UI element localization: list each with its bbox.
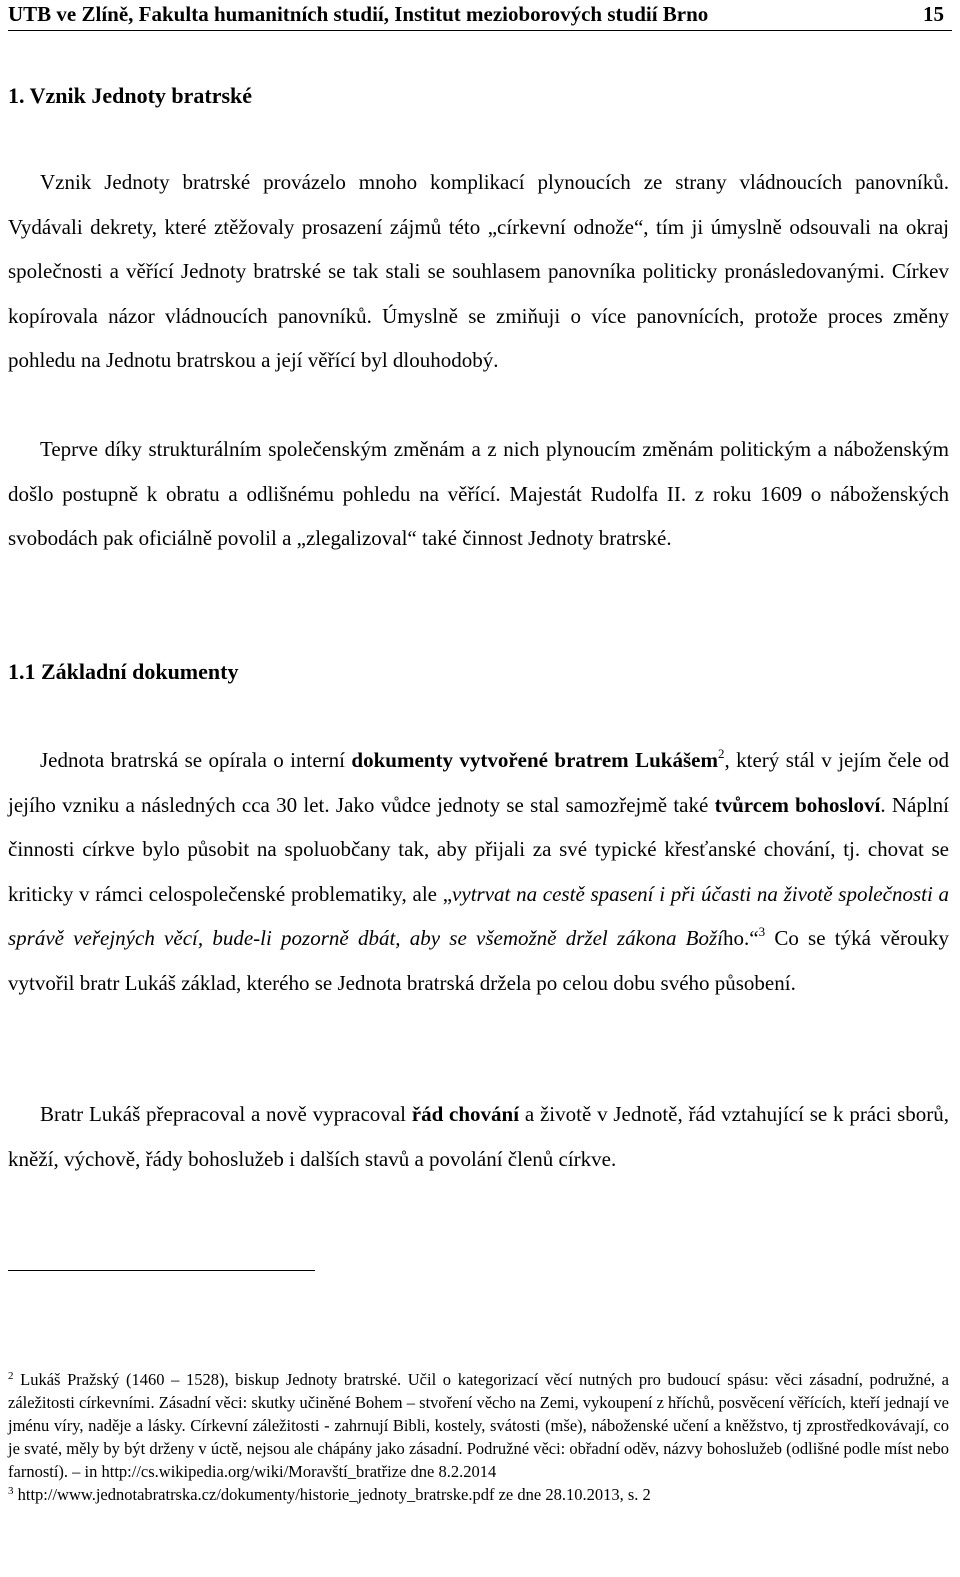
paragraph-4-text-a: Bratr Lukáš přepracoval a nově vypracoval (40, 1102, 412, 1126)
chapter-heading: 1. Vznik Jednoty bratrské (8, 83, 253, 108)
paragraph-3-text-e: Co se týká věrouky vytvořil bratr Lukáš základ, kterého se Jednota bratrská držela po celou dobu svého působení. (8, 926, 949, 995)
footnote-ref-3: 3 (758, 924, 766, 940)
italic-quote: vytrvat na cestě spasení i při účasti na životě společnosti a správě veřejných věcí, bude-li pozorně dbát, aby se všemožně držel zákona Boží (8, 881, 950, 951)
footnote-separator (8, 1270, 315, 1271)
footnote-3 (8, 1483, 949, 1506)
paragraph-3-text-b: , který stál v jejím čele od jejího vzniku a následných cca 30 let. Jako vůdce jednoty se stal samozřejmě také (8, 748, 949, 817)
footnote-2-text: Lukáš Pražský (1460 – 1528), biskup Jednoty bratrské. Učil o kategorizací věcí nutných pro budoucí spásu: věci zásadní, podružné, a záležitosti církevními. Zásadní věci: skutky učiněné Bohem – stvoření věcho na Zemi, vykoupení z hříchů, posvěcení věřících, kteří jednají ve jménu víry, naděje a lásky. Církevní záležitosti - zahrnují Bibli, kostely, svátosti (mše), náboženské učení a kněžstvo, tj zprostředkovávají, co je svaté, měly by být drženy v úctě, nejsou ale chápány jako zásadní. Podružné věci: obřadní oděv, názvy bohoslužeb (odlišné podle míst nebo farností). – in http://cs.wikipedia.org/wiki/Moravští_bratřize dne 8.2.2014 (8, 1370, 949, 1481)
footnotes (8, 1368, 949, 1506)
footnote-3-number: 3 (8, 1485, 14, 1497)
paragraph-2 (8, 427, 949, 561)
paragraph-1-text: Vznik Jednoty bratrské provázelo mnoho komplikací plynoucích ze strany vládnoucích panovníků. Vydávali dekrety, které ztěžovaly prosazení zájmů této „církevní odnože“, tím ji úmyslně odsouvali na okraj společnosti a věřící Jednoty bratrské se tak stali se souhlasem panovníka politicky pronásledovanými. Církev kopírovala názor vládnoucích panovníků. Úmyslně se zmiňuji o více panovnících, protože proces změny pohledu na Jednotu bratrskou a její věřící byl dlouhodobý. (8, 170, 949, 373)
paragraph-3-text-a: Jednota bratrská se opírala o interní (40, 748, 352, 772)
page-number: 15 (923, 2, 944, 26)
paragraph-1 (8, 160, 949, 383)
section-heading: 1.1 Základní dokumenty (8, 659, 239, 684)
bold-theology-phrase: tvůrcem bohosloví (714, 792, 881, 817)
paragraph-2-text: Teprve díky strukturálním společenským změnám a z nich plynoucím změnám politickým a náboženským došlo postupně k obratu a odlišnému pohledu na věřící. Majestát Rudolfa II. z roku 1609 o náboženských svobodách pak oficiálně povolil a „zlegalizoval“ také činnost Jednoty bratrské. (8, 437, 949, 551)
footnote-3-text: http://www.jednotabratrska.cz/dokumenty/historie_jednoty_bratrske.pdf ze dne 28.10.2013, s. 2 (13, 1485, 651, 1504)
paragraph-4-text-b: a životě v Jednotě, řád vztahující se k práci sborů, kněží, výchově, řády bohoslužeb i dalších stavů a povolání členů církve. (8, 1102, 949, 1171)
paragraph-3-text-d: ho.“ (723, 926, 759, 951)
paragraph-4 (8, 1092, 949, 1181)
paragraph-3 (8, 738, 949, 1006)
header-title: UTB ve Zlíně, Fakulta humanitních studií, Institut mezioborových studií Brno (8, 2, 709, 26)
footnote-ref-2: 2 (717, 746, 725, 761)
bold-documents-phrase: dokumenty vytvořené bratrem Lukášem (351, 748, 718, 772)
footnote-2-number: 2 (8, 1370, 14, 1382)
paragraph-3-text-c: . Náplní činnosti církve bylo působit na spoluobčany tak, aby přijali za své typické křesťanské chování, tj. chovat se kriticky v rámci celospolečenské problematiky, ale „ (8, 792, 949, 906)
bold-order-phrase: řád chování (411, 1102, 520, 1126)
footnote-2 (8, 1368, 949, 1483)
running-header (8, 0, 952, 31)
